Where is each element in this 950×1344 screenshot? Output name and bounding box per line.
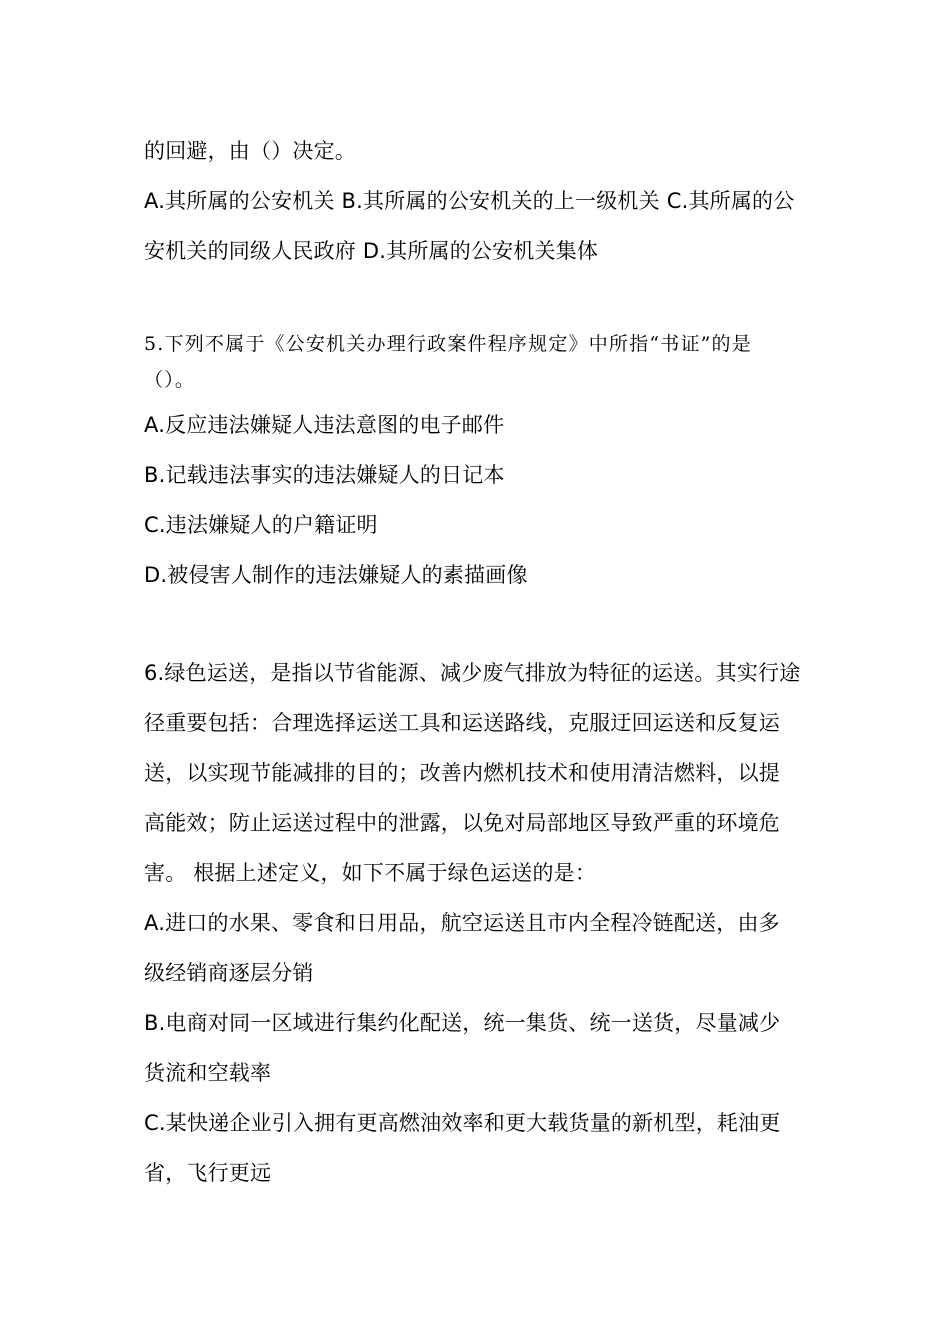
q4-options-line-2: 安机关的同级人民政府 D.其所属的公安机关集体 bbox=[144, 239, 599, 263]
q6-option-a-line-2: 级经销商逐层分销 bbox=[144, 961, 314, 985]
document-content bbox=[144, 126, 810, 1198]
q6-option-c-line-1: C.某快递企业引入拥有更高燃油效率和更大载货量的新机型，耗油更 bbox=[144, 1111, 781, 1135]
q6-option-c-line-2: 省，飞行更远 bbox=[144, 1161, 272, 1185]
q6-stem-line-4: 高能效；防止运送过程中的泄露，以免对局部地区导致严重的环境危 bbox=[144, 811, 780, 835]
q6-option-b-line-1: B.电商对同一区域进行集约化配送，统一集货、统一送货，尽量减少 bbox=[144, 1011, 781, 1035]
q6-stem-line-5: 害。 根据上述定义，如下不属于绿色运送的是： bbox=[144, 861, 597, 885]
q5-option-d: D.被侵害人制作的违法嫌疑人的素描画像 bbox=[144, 563, 528, 587]
q6-option-b-line-2: 货流和空载率 bbox=[144, 1061, 272, 1085]
spacer bbox=[144, 276, 810, 326]
q6-option-a-line-1: A.进口的水果、零食和日用品，航空运送且市内全程冷链配送，由多 bbox=[144, 911, 780, 935]
q5-option-c: C.违法嫌疑人的户籍证明 bbox=[144, 513, 378, 537]
q6-stem-line-2: 径重要包括：合理选择运送工具和运送路线，克服迂回运送和反复运 bbox=[144, 711, 780, 735]
q4-options-line-1: A.其所属的公安机关 B.其所属的公安机关的上一级机关 C.其所属的公 bbox=[144, 189, 795, 213]
q5-option-a: A.反应违法嫌疑人违法意图的电子邮件 bbox=[144, 413, 505, 437]
q5-option-b: B.记载违法事实的违法嫌疑人的日记本 bbox=[144, 463, 505, 487]
q6-stem-line-3: 送，以实现节能减排的目的；改善内燃机技术和使用清洁燃料，以提 bbox=[144, 761, 780, 785]
q4-stem-continuation: 的回避，由（）决定。 bbox=[144, 139, 356, 163]
q5-stem-line-1: 5.下列不属于《公安机关办理行政案件程序规定》中所指“书证”的是 bbox=[144, 333, 752, 355]
q5-stem-line-2: （）。 bbox=[144, 369, 196, 391]
spacer bbox=[144, 600, 810, 648]
q6-stem-line-1: 6.绿色运送，是指以节省能源、减少废气排放为特征的运送。其实行途 bbox=[144, 661, 801, 685]
